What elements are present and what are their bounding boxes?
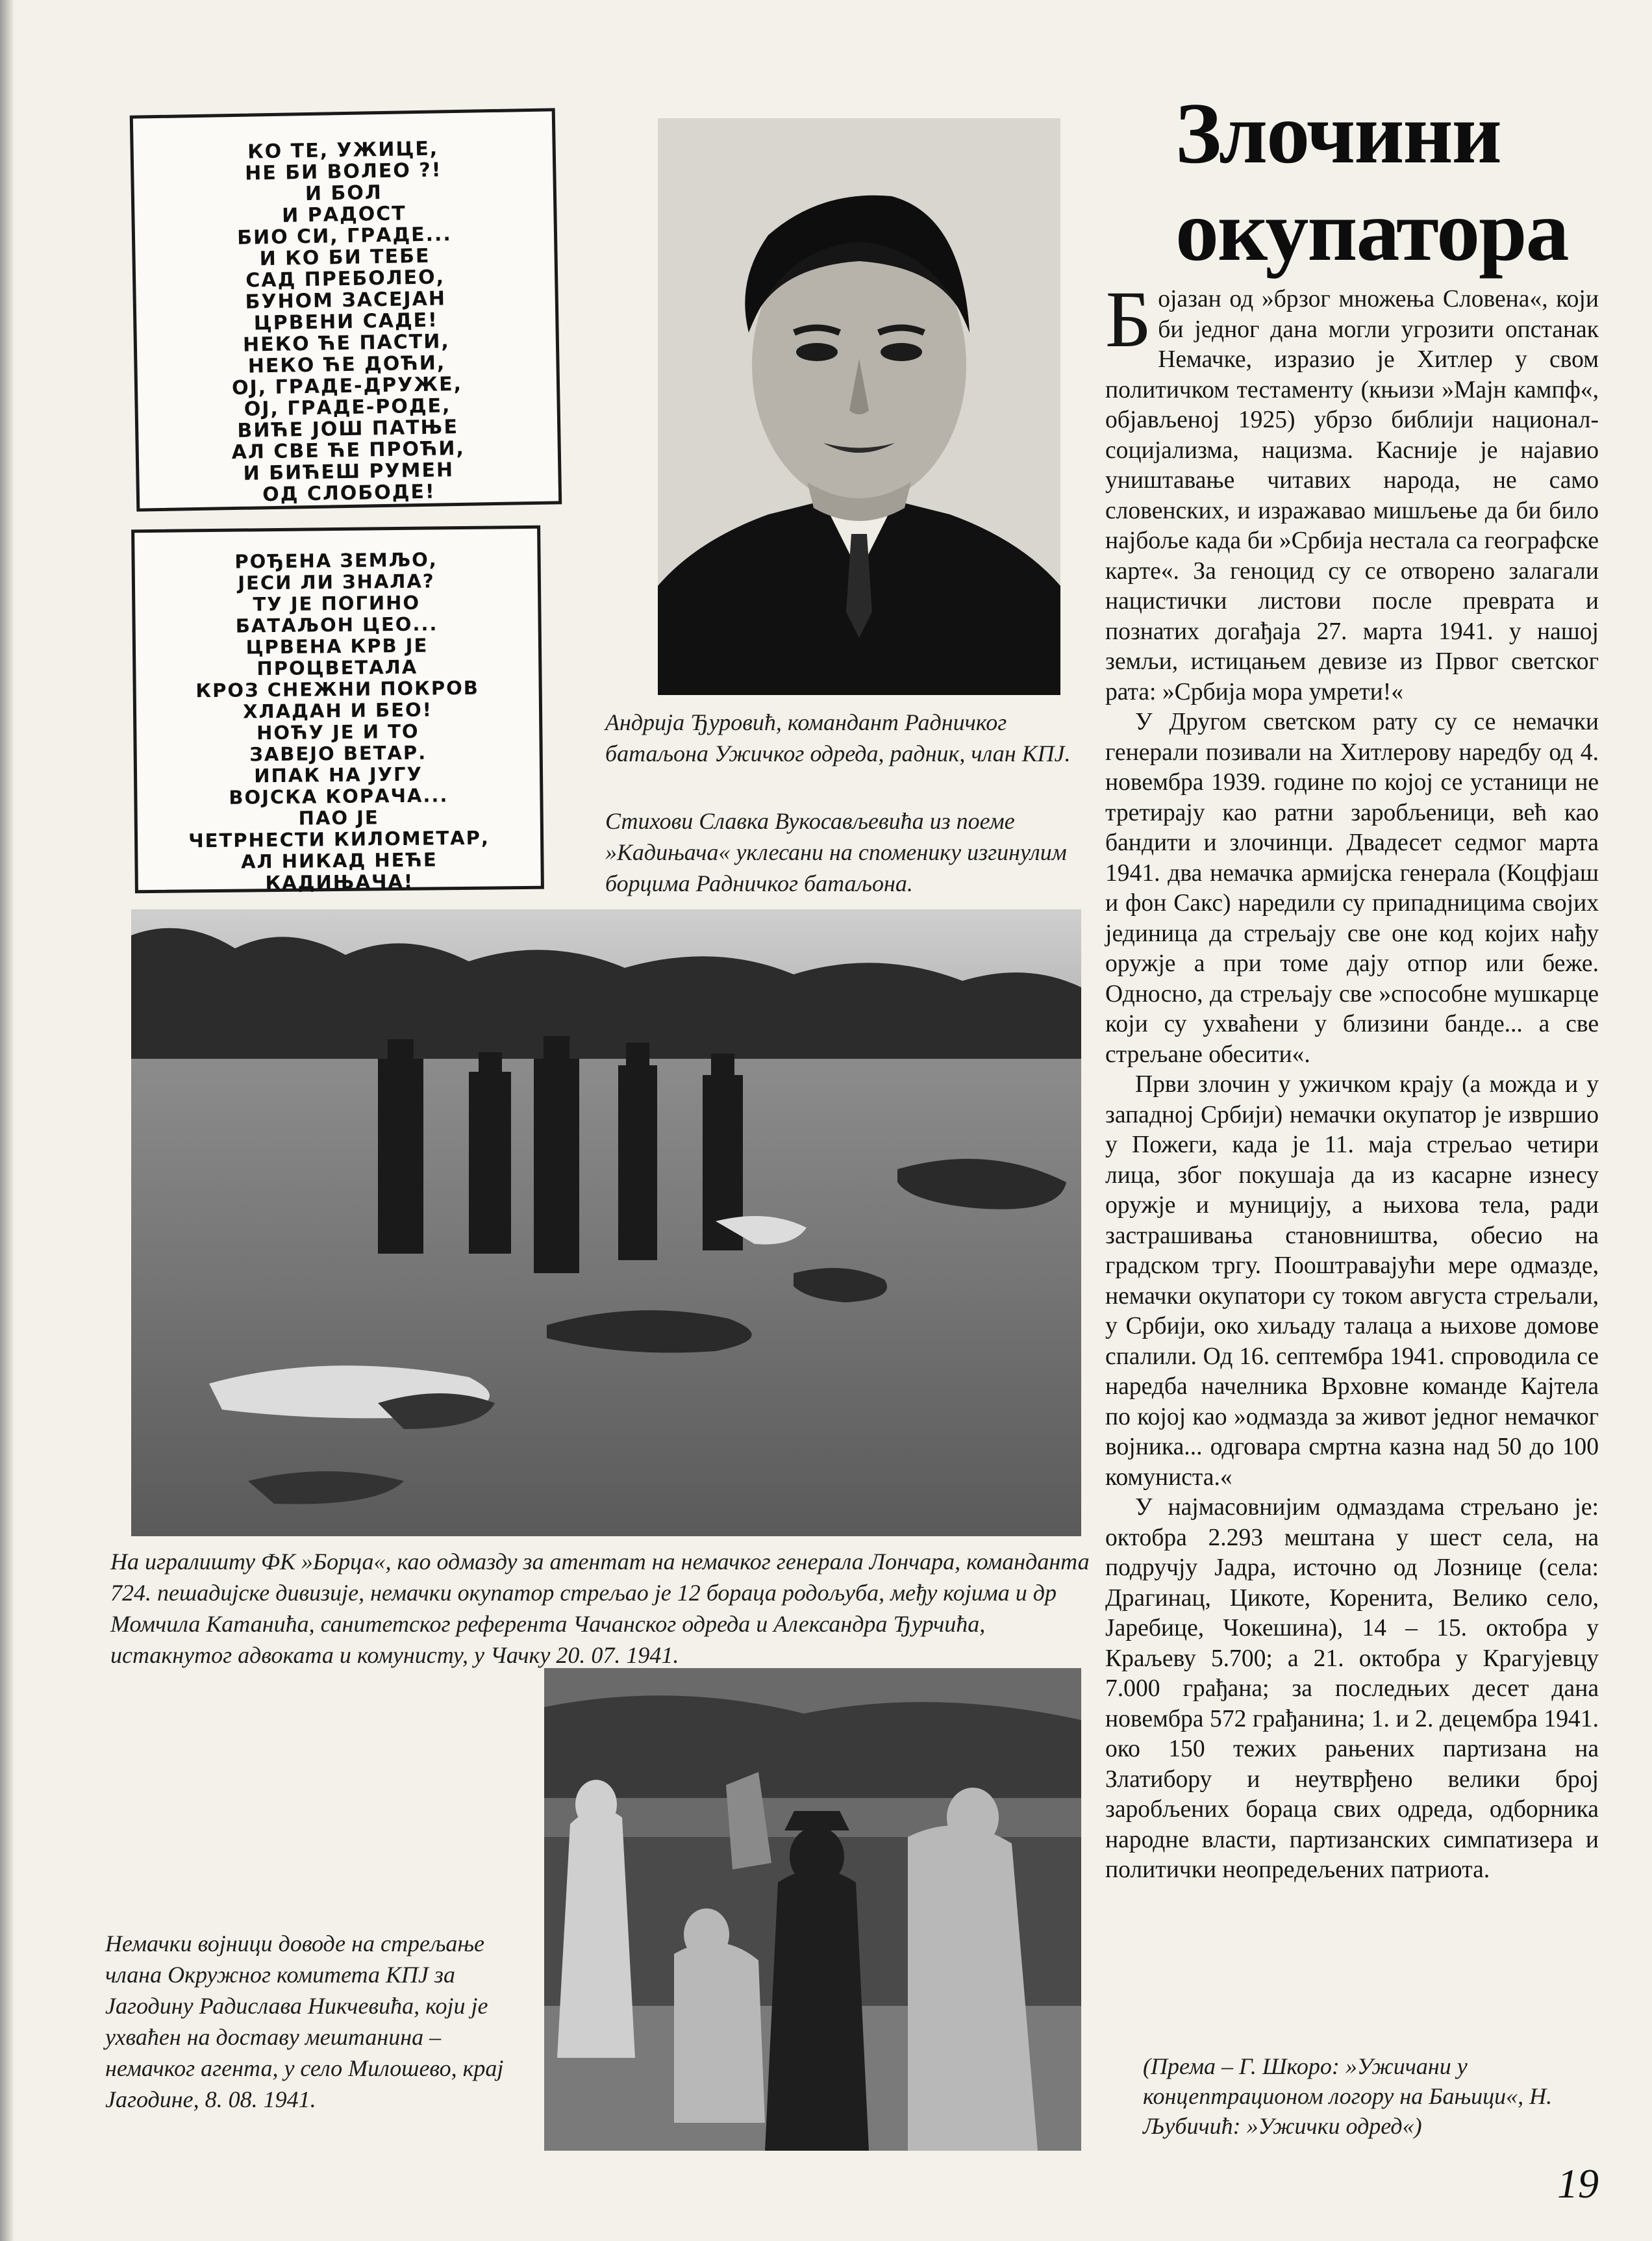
plaque-top-line: ВИЋЕ ЈОШ ПАТЊЕ [237, 416, 459, 442]
poem-caption: Стихови Славка Вукосављевића из поеме »Кадињача« уклесани на споменику изгинулим борцима Радничког батаљона. [605, 808, 1067, 896]
article-paragraph-3: Први злочин у ужичком крају (а можда и у западној Србији) немачки окупатор је извршио у Пожеги, када је 11. маја стрељао четири лица, због покушаја да из касарне изнесу оружје и муницију, а њихова тела, ради застрашивања становништва, обесио на градском тргу. Пооштравајући мере одмазде, немачки окупатори су током августа стрељали, у Србији, око хиљаду талаца а њихове домове спалили. Од 16. септембра 1941. спроводила се наредба начелника Врховне команде Кајтела по којој као »одмазда за живот једног немачког војника... одговара смртна казна над 50 до 100 комуниста.« [1105, 1071, 1599, 1491]
article-title-line-1: Злочини [1175, 85, 1501, 181]
plaque-top-line: НЕ БИ ВОЛЕО ?! [244, 158, 442, 185]
portrait-photo [658, 118, 1060, 695]
plaque-bottom-line: ТУ ЈЕ ПОГИНО [253, 591, 421, 616]
plaque-top-line: И БИЋЕШ РУМЕН [243, 459, 455, 485]
plaque-bottom-line: ХЛАДАН И БЕО! [243, 698, 433, 723]
plaque-bottom-line: БАТАЉОН ЦЕО... [235, 613, 438, 637]
plaque-bottom-line: ПАО ЈЕ [298, 806, 379, 829]
article-paragraph-2: У Другом светском рату су се немачки генерали позивали на Хитлерову наредбу од 4. новембра 1939. године по којој се устаници не третирају као ратни заробљеници, већ као бандити и злочинци. Двадесет седмог марта 1941. два немачка армијска генерала (Коцфјаш и фон Сакс) наредили су припадницима својих јединица да стрељају све оне код којих нађу оружје а при томе дају отпор или беже. Односно, да стрељају све »способне мушкарце који су ухваћени у близини банде... а све стрељане обесити«. [1105, 709, 1599, 1068]
portrait-photo-image [658, 118, 1060, 695]
plaque-top-line: БУНОМ ЗАСЕЈАН [245, 287, 447, 314]
plaque-bottom-line: ЧЕТРНЕСТИ КИЛОМЕТАР, [188, 826, 490, 852]
plaque-top-line: ОД СЛОБОДЕ! [262, 480, 436, 507]
plaque-bottom-line: ИПАК НА ЈУГУ [254, 763, 423, 787]
plaque-bottom-line: ПРОЦВЕТАЛА [257, 655, 418, 680]
plaque-top-line: НЕКО ЋЕ ДОЋИ, [247, 351, 446, 378]
plaque-bottom-line: ЈЕСИ ЛИ ЗНАЛА? [238, 570, 435, 594]
article-body [1105, 275, 1599, 1886]
plaque-top-line: И РАДОСТ [281, 202, 407, 227]
plaque-top-line: БИО СИ, ГРАДЕ... [236, 223, 453, 249]
plaque-bottom-line: ВОЈСКА КОРАЧА... [229, 784, 449, 809]
page-binding-edge [0, 0, 14, 2241]
plaque-top-line: НЕКО ЋЕ ПАСТИ, [242, 330, 451, 357]
plaque-bottom-line: НОЋУ ЈЕ И ТО [257, 720, 419, 744]
execution-photo [131, 909, 1081, 1536]
execution-photo-image [131, 909, 1081, 1536]
plaque-top-line: И КО БИ ТЕБЕ [259, 244, 431, 271]
page-number: 19 [1557, 2160, 1599, 2207]
plaque-top-line: ЦРВЕНИ САДЕ! [253, 309, 439, 335]
plaque-top-line: САД ПРЕБОЛЕО, [245, 266, 445, 292]
plaque-top-line: ОЈ, ГРАДЕ-РОДЕ, [244, 394, 451, 421]
soldiers-photo [544, 1668, 1081, 2151]
soldiers-caption: Немачки војници доводе на стрељање члана Окружног комитета КПЈ за Јагодину Радислава Никчевића, који је ухваћен на доставу мештанина – немачког агента, у село Милошево, крај Јагодине, 8. 08. 1941. [105, 1931, 504, 2112]
poem-plaque-bottom-text [134, 548, 540, 895]
poem-plaque-bottom [131, 525, 544, 894]
plaque-bottom-line: ЦРВЕНА КРВ ЈЕ [245, 634, 429, 659]
article-title [1175, 84, 1604, 279]
article-title-line-2: окупатора [1175, 183, 1568, 279]
article-paragraph-1 [1105, 275, 1599, 707]
portrait-caption: Андрија Ђуровић, командант Радничког батаљона Ужичког одреда, радник, члан КПЈ. [605, 709, 1071, 766]
article-source-note: (Према – Г. Шкоро: »Ужичани у концептрационом логору на Бањици«, Н. Љубичић: »Ужички одред«) [1143, 2053, 1553, 2139]
drop-cap: Б [1105, 275, 1152, 364]
plaque-bottom-line: КРОЗ СНЕЖНИ ПОКРОВ [195, 676, 480, 702]
plaque-bottom-line: АЛ НИКАД НЕЋЕ [240, 848, 438, 873]
execution-caption: На игралишту ФК »Борца«, као одмазду за атентат на немачког генерала Лончара, команданта 724. пешадијске дивизије, немачки окупатор стрељао је 12 бораца родољуба, међу којима и др Момчила Катанића, санитетског референта Чачанског одреда и Александра Ђурчића, истакнутог адвоката и комунисту, у Чачку 20. 07. 1941. [110, 1549, 1090, 1668]
plaque-top-line: АЛ СВЕ ЋЕ ПРОЋИ, [231, 437, 466, 464]
soldiers-photo-image [544, 1668, 1081, 2151]
plaque-bottom-line: ЗАВЕЈО ВЕТАР. [249, 741, 427, 766]
plaque-bottom-line: КАДИЊАЧА! [265, 870, 414, 894]
plaque-top-line: ОЈ, ГРАДЕ-ДРУЖЕ, [231, 372, 463, 400]
plaque-top-line: И БОЛ [305, 181, 383, 206]
poem-plaque-top-text [133, 136, 558, 507]
article-paragraph-1-text: ојазан од »брзог множења Словена«, који би једног дана могли угрозити опстанак Немачке, изразио је Хитлер у свом политичком тестаменту (књизи »Мајн кампф«, објављеној 1925) убрзо библији национал-социјализма, нацизма. Касније је најавио уништавање читавих народа, не само словенских, и изражавао мишљење да би било најбоље када би »Србија нестала са географске карте«. За геноцид су се отворено залагали нацистички листови после преврата и познатих догађаја 27. марта 1941. у нашој земљи, истицањем девизе из Првог светског рата: »Србија мора умрети!« [1105, 286, 1599, 705]
article-paragraph-4: У најмасовнијим одмаздама стрељано је: октобра 2.293 мештана у шест села, на подручју Јадра, источно од Лознице (села: Драгинац, Цикоте, Коренита, Велико село, Јаребице, Чокешина), 14 – 15. октобра у Краљеву 5.700; а 21. октобра у Крагујевцу 7.000 грађана; за последњих десет дана новембра 572 грађанина; 1. и 2. децембра 1941. око 150 тежих рањених партизана на Златибору и неутврђено велики број заробљених бораца свих одреда, одборника народне власти, партизанских симпатизера и политички неопредељених патриота. [1105, 1494, 1599, 1883]
plaque-bottom-line: РОЂЕНА ЗЕМЉО, [234, 548, 438, 573]
plaque-top-line: КО ТЕ, УЖИЦЕ, [247, 137, 439, 164]
poem-plaque-top [130, 108, 562, 511]
